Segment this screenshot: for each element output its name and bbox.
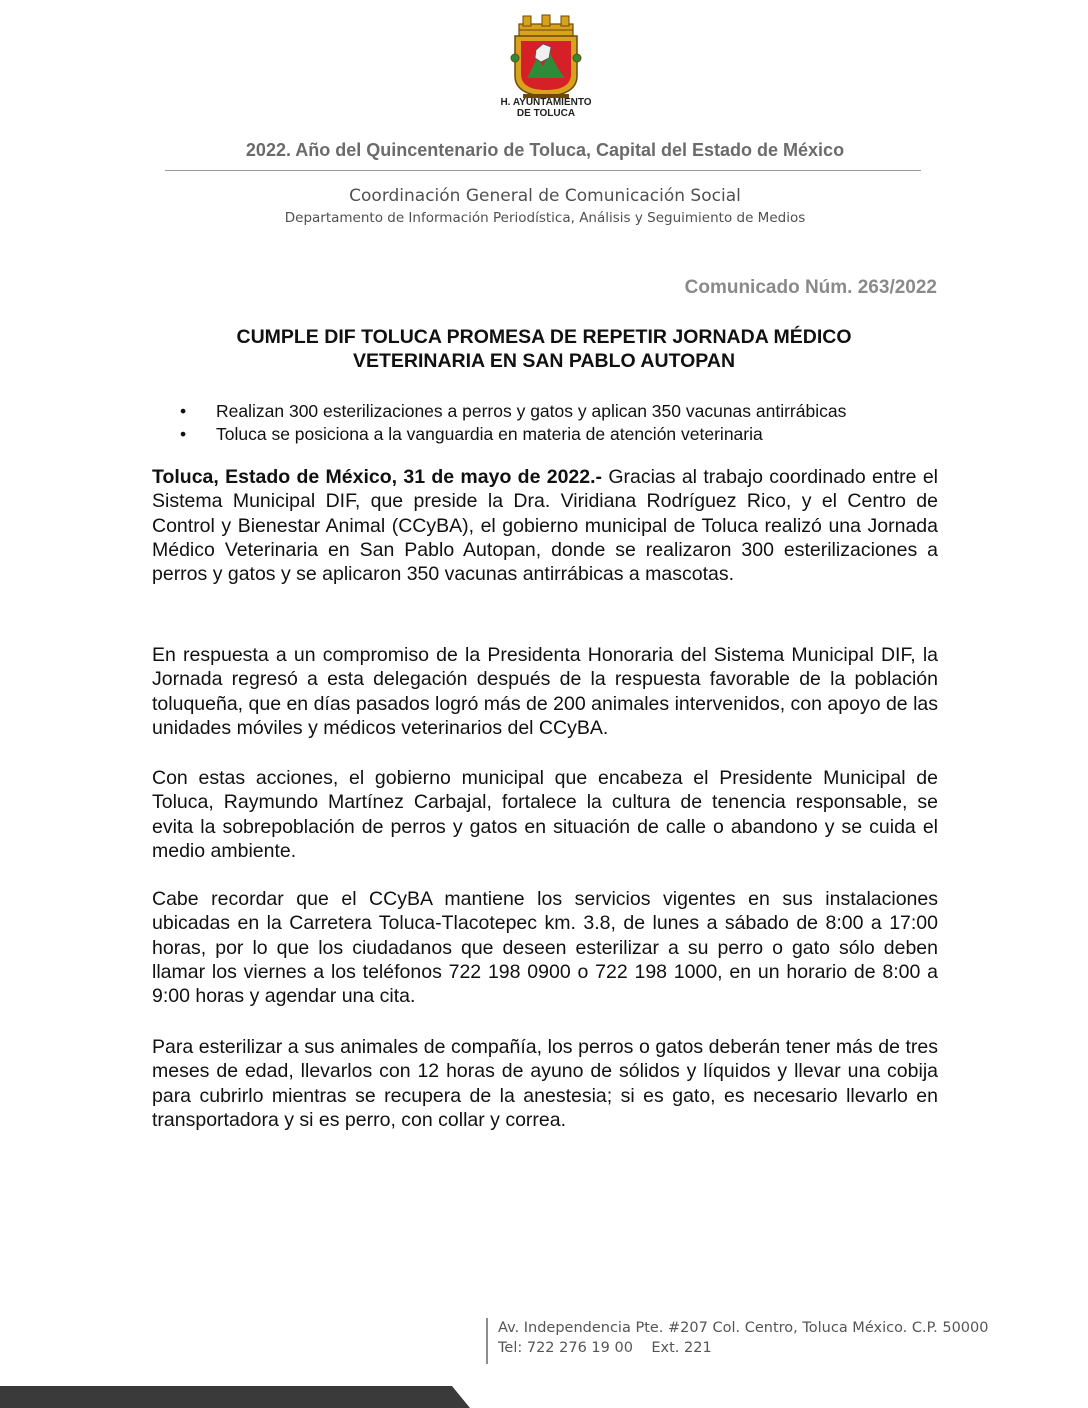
body-paragraph: Con estas acciones, el gobierno municipal que encabeza el Presidente Municipal de Toluca, Raymundo Martínez Carbajal, fortalece la cultura de tenencia responsable, se evita la sobrepoblación de perros y gatos en situación de calle o abandono y se cuida el medio ambiente. <box>152 767 938 862</box>
bullet-text: Toluca se posiciona a la vanguardia en materia de atención veterinaria <box>216 424 763 444</box>
bullet-dot-icon: • <box>180 401 187 421</box>
body-paragraph: Cabe recordar que el CCyBA mantiene los servicios vigentes en sus instalaciones ubicadas en la Carretera Toluca-Tlacotepec km. 3.8, de lunes a sábado de 8:00 a 17:00 horas, por lo que los ciudadanos que deseen esterilizar a su perro o gato sólo deben llamar los viernes a los teléfonos 722 198 0900 o 722 198 1000, en un horario de 8:00 a 9:00 horas y agendar una cita. <box>152 888 938 1008</box>
department-title: Coordinación General de Comunicación Social <box>349 186 741 206</box>
bullet-text: Realizan 300 esterilizaciones a perros y gatos y aplican 350 vacunas antirrábicas <box>216 401 847 421</box>
dateline: Toluca, Estado de México, 31 de mayo de 2022.- <box>152 466 603 488</box>
headline <box>152 325 936 373</box>
release-number: Comunicado Núm. 263/2022 <box>684 277 937 298</box>
bullet-dot-icon: • <box>180 424 187 444</box>
footer-address: Av. Independencia Pte. #207 Col. Centro, Toluca México. C.P. 50000 <box>498 1320 989 1336</box>
footer-divider <box>486 1318 488 1364</box>
crown-icon <box>519 15 573 36</box>
footer-stripe <box>0 1386 470 1408</box>
body-paragraph: Para esterilizar a sus animales de compañía, los perros o gatos deberán tener más de tres meses de edad, llevarlos con 12 horas de ayuno de sólidos y líquidos y llevar una cobija para cubrirlo mientras se recupera de la anestesia; si es gato, es necesario llevarlo en transportadora y si es perro, con collar y correa. <box>152 1036 938 1131</box>
footer-phone: Tel: 722 276 19 00 Ext. 221 <box>498 1340 712 1356</box>
bullet-item <box>180 423 940 446</box>
headline-line1: CUMPLE DIF TOLUCA PROMESA DE REPETIR JORNADA MÉDICO <box>236 326 852 348</box>
header-divider <box>165 170 921 171</box>
paragraph-text: Gracias al trabajo coordinado entre el Sistema Municipal DIF, que preside la Dra. Viridiana Rodríguez Rico, y el Centro de Control y Bienestar Animal (CCyBA), el gobierno municipal de Toluca realizó una Jornada Médico Veterinaria en San Pablo Autopan, donde se realizaron 300 esterilizaciones a perros y gatos y se aplicaron 350 vacunas antirrábicas a mascotas. <box>152 466 938 586</box>
logo-caption-line1: H. AYUNTAMIENTO <box>500 97 592 108</box>
body-paragraph: En respuesta a un compromiso de la Presidenta Honoraria del Sistema Municipal DIF, la Jornada regresó a esta delegación después de la respuesta favorable de la población toluqueña, que en días pasados logró más de 200 animales intervenidos, con apoyo de las unidades móviles y médicos veterinarios del CCyBA. <box>152 644 938 739</box>
headline-line2: VETERINARIA EN SAN PABLO AUTOPAN <box>352 350 736 372</box>
bullet-item <box>180 400 940 423</box>
shield-icon <box>511 36 581 96</box>
department-subtitle: Departamento de Información Periodística, Análisis y Seguimiento de Medios <box>284 210 806 226</box>
summary-bullets <box>180 400 940 446</box>
logo-caption-line2: DE TOLUCA <box>516 108 576 119</box>
logo-caption <box>470 97 622 119</box>
body-paragraph <box>152 465 938 586</box>
year-motto: 2022. Año del Quincentenario de Toluca, Capital del Estado de México <box>245 140 845 160</box>
